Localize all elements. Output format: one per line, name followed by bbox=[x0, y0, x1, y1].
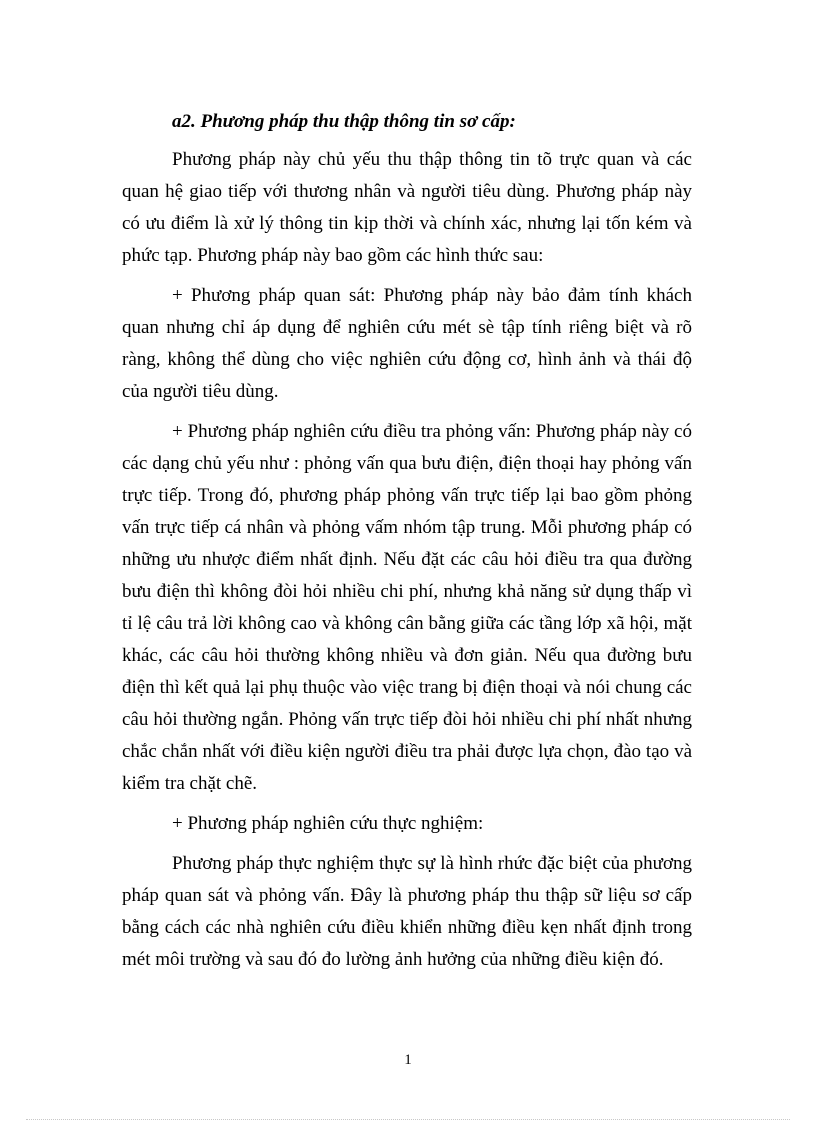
paragraph-experimental-heading: + Phương pháp nghiên cứu thực nghiệm: bbox=[172, 813, 484, 834]
paragraph-intro: Phương pháp này chủ yếu thu thập thông tin tõ trực quan và các quan hệ giao tiếp với thương nhân và người tiêu dùng. Phương pháp này có ưu điểm là xử lý thông tin kịp thời và chính xác, nhưng lại tốn kém và phức tạp. Phương pháp này bao gồm các hình thức sau: bbox=[122, 149, 692, 266]
paragraph-experimental-method: Phương pháp thực nghiệm thực sự là hình rhức đặc biệt của phương pháp quan sát và phỏng vấn. Đây là phương pháp thu thập sữ liệu sơ cấp bằng cách các nhà nghiên cứu điều khiển những điều kẹn nhất định trong mét môi trường và sau đó đo lường ảnh hưởng của những điều kiện đó. bbox=[122, 853, 692, 970]
section-heading: a2. Phương pháp thu thập thông tin sơ cấp: bbox=[172, 111, 516, 132]
paragraph-observation-method: + Phương pháp quan sát: Phương pháp này bảo đảm tính khách quan nhưng chỉ áp dụng để nghiên cứu mét sè tập tính riêng biệt và rõ ràng, không thể dùng cho việc nghiên cứu động cơ, hình ảnh và thái độ của người tiêu dùng. bbox=[122, 285, 692, 402]
page-number: 1 bbox=[404, 1052, 412, 1068]
document-body bbox=[122, 106, 692, 984]
paragraph-interview-method: + Phương pháp nghiên cứu điều tra phỏng vấn: Phương pháp này có các dạng chủ yếu như : phỏng vấn qua bưu điện, điện thoại hay phỏng vấn trực tiếp. Trong đó, phương pháp phỏng vấn trực tiếp lại bao gồm phỏng vấn trực tiếp cá nhân và phỏng vấm nhóm tập trung. Mỗi phương pháp có những ưu nhược điểm nhất định. Nếu đặt các câu hỏi điều tra qua đường bưu điện thì không đòi hỏi nhiều chi phí, nhưng khả năng sử dụng thấp vì tỉ lệ câu trả lời không cao và không cân bằng giữa các tầng lớp xã hội, mặt khác, các câu hỏi thường không nhiều và đơn giản. Nếu qua đường bưu điện thì kết quả lại phụ thuộc vào việc trang bị điện thoại và nói chung các câu hỏi thường ngắn. Phỏng vấn trực tiếp đòi hỏi nhiều chi phí nhất nhưng chắc chắn nhất với điều kiện người điều tra phải được lựa chọn, đào tạo và kiểm tra chặt chẽ. bbox=[122, 421, 692, 794]
page-bottom-border bbox=[26, 1119, 790, 1120]
